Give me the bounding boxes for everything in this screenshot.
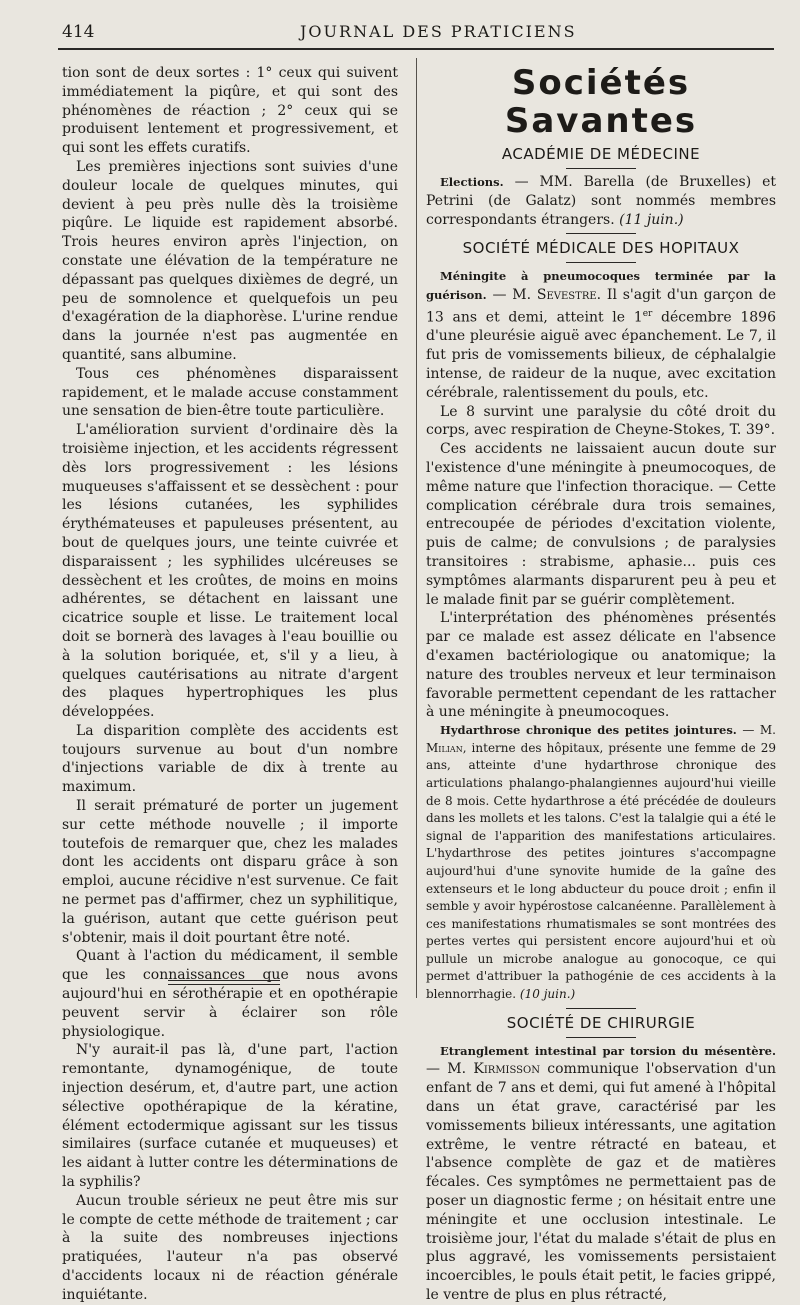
item-date: (10 juin.) <box>519 987 576 1002</box>
left-paragraph: Quant à l'action du médicament, il semble que les connaissances que nous avons aujourd'hui en sérothérapie et en opothérapie peuvent servir à éclairer son rôle physiologique. <box>62 948 398 1040</box>
item-lead: Hydarthrose chronique des petites jointures. <box>440 723 737 738</box>
hopitaux-item: Hydarthrose chronique des petites jointures. — M. Milian, interne des hôpitaux, présente une femme de 29 ans, atteinte d'une hydarthrose chronique des articulations phalango-phalangiennes aujourd'hui vieille de 8 mois. Cette hydarthrose a été précédée de douleurs dans les mollets et les talons. C'est la talalgie qui a été le signal de l'apparition des manifestations articulaires. L'hydarthrose des petites jointures s'accompagne aujourd'hui d'une synovite humide de la gaîne des extenseurs et le long abducteur du pouce droit ; enfin il semble y avoir hypérostose calcanéenne. Parallèlement à ces manifestations rhumatismales se sont montrées des pertes vertes qui persistent encore aujourd'hui et où pullule un microbe analogue au gonocoque, ce qui permet d'attribuer la pathogénie de ces accidents à la blennorrhagie. (10 juin.) <box>426 723 776 1002</box>
item-date: (11 juin.) <box>619 211 684 228</box>
hopitaux-item: Méningite à pneumocoques terminée par la guérison. — M. Sevestre. Il s'agit d'un garçon de 13 ans et demi, atteint le 1er décembre 1896 d'une pleurésie aiguë avec épanchement. Le 7, il fut pris de vomissements bilieux, de céphalalgie intense, de raideur de la nuque, avec excitation cérébrale, ralentissement du pouls, etc. <box>426 269 776 401</box>
section-banner: Sociétés Savantes <box>504 63 698 141</box>
left-paragraph: Aucun trouble sérieux ne peut être mis sur le compte de cette méthode de traitement ; car à la suite des nombreuses injections pratiquées, l'auteur n'a pas observé d'accidents locaux ni de réaction générale inquiétante. <box>62 1192 398 1303</box>
left-paragraph: La disparition complète des accidents est toujours survenue au bout d'un nombre d'injections variable de dix à trente au maximum. <box>62 722 398 796</box>
academie-heading: ACADÉMIE DE MÉDECINE <box>501 145 701 163</box>
heading-rule <box>566 1037 636 1038</box>
item-lead: Méningite à pneumocoques terminée par la guérison. <box>426 269 776 303</box>
page-header <box>0 0 800 50</box>
left-paragraph: N'y aurait-il pas là, d'une part, l'action remontante, dynamogénique, de toute injection desérum, et, d'autre part, une action sélective opothérapique de la kératine, élément ectodermique agissant sur les tissus similaires (surface cutanée et muqueuses) et les aidant à lutter contre les déterminations de la syphilis? <box>62 1042 398 1191</box>
heading-rule <box>566 262 636 263</box>
left-paragraph: Il serait prématuré de porter un jugement sur cette méthode nouvelle ; il importe toutefois de remarquer que, chez les malades dont les accidents ont disparu grâce à son emploi, aucune récidive n'est survenue. Ce fait ne permet pas d'affirmer, chez un syphilitique, la guérison, autant que cette guérison peut s'obtenir, mais il doit pourtant être noté. <box>62 798 398 946</box>
chirurgie-heading: SOCIÉTÉ DE CHIRURGIE <box>506 1013 696 1032</box>
left-paragraph: Les premières injections sont suivies d'une douleur locale de quelques minutes, qui devient à peu près nulle dès la troisième piqûre. Le liquide est rapidement absorbé. Trois heures environ après l'injection, on constate une élévation de la température ne dépassant pas quelques dixièmes de degré, un peu de somnolence et quelquefois un peu d'exagération de la diaphorèse. L'urine rendue dans la journée n'est pas augmentée en quantité, sans albumine. <box>62 158 398 363</box>
section-rule <box>566 1008 636 1009</box>
right-column <box>426 64 776 1305</box>
hopitaux-paragraph: Ces accidents ne laissaient aucun doute sur l'existence d'une méningite à pneumocoques, de même nature que l'infection thoracique. — Cette complication cérébrale dura trois semaines, entrecoupée de périodes d'excitation violente, puis de calme; de convulsions ; de paralysies transitoires : strabisme, aphasie... puis ces symptômes alarmants disparurent peu à peu et le malade finit par se guérir complètement. <box>426 441 776 608</box>
hopitaux-paragraph: L'interprétation des phénomènes présentés par ce malade est assez délicate en l'absence d'examen bactériologique ou anatomique; la nature des troubles nerveux et leur terminaison favorable permettent cependant de les rattacher à une méningite à pneumocoques. <box>426 610 776 721</box>
item-lead: Etranglement intestinal par torsion du mésentère. <box>440 1043 776 1058</box>
article-end-rule <box>168 980 280 985</box>
left-paragraph: L'amélioration survient d'ordinaire dès la troisième injection, et les accidents régressent dès lors progressivement : les lésions muqueuses s'affaissent et se dessèchent : pour les lésions cutanées, les syphilides érythémateuses et papuleuses présentent, au bout de quelques jours, une teinte cuivrée et disparaissent ; les syphilides ulcéreuses se dessèchent et les croûtes, de moins en moins adhérentes, se détachent en laissant une cicatrice souple et lisse. Le traitement local doit se bornerà des lavages à l'eau bouillie ou à la solution boriquée, et, s'il y a lieu, à quelques cautérisations au nitrate d'argent des plaques hypertrophiques les plus développées. <box>62 422 398 721</box>
item-lead: Elections. <box>440 175 504 189</box>
chirurgie-item: Etranglement intestinal par torsion du mésentère. — M. Kirmisson communique l'observation d'un enfant de 7 ans et demi, qui fut amené à l'hôpital dans un état grave, caractérisé par les vomissements bilieux intéressants, une agitation extrême, le ventre rétracté en bateau, et l'absence complète de gaz et de matières fécales. Ces symptômes ne permettaient pas de poser un diagnostic ferme ; on hésitait entre une méningite et une occlusion intestinale. Le troisième jour, l'état du malade s'était de plus en plus aggravé, les vomissements persistaient incoercibles, le pouls était petit, le facies grippé, le ventre de plus en plus rétracté, <box>426 1043 776 1304</box>
academie-item: Elections. — MM. Barella (de Bruxelles) et Petrini (de Galatz) sont nommés membres correspondants étrangers. (11 juin.) <box>426 174 776 228</box>
header-rule <box>58 48 774 50</box>
author-name: Sevestre <box>536 287 597 304</box>
author-name: Milian <box>426 740 463 755</box>
hopitaux-heading: SOCIÉTÉ MÉDICALE DES HOPITAUX <box>462 239 740 258</box>
page-number: 414 <box>62 22 95 42</box>
heading-rule <box>566 168 636 169</box>
section-rule <box>566 233 636 234</box>
hopitaux-paragraph: Le 8 survint une paralysie du côté droit du corps, avec respiration de Cheyne-Stokes, T. 39°. <box>426 403 776 439</box>
left-column <box>62 64 398 1305</box>
author-name: Kirmisson <box>473 1061 540 1078</box>
left-paragraph: Tous ces phénomènes disparaissent rapidement, et le malade accuse constamment une sensation de bien-être toute particulière. <box>62 365 398 420</box>
journal-title: JOURNAL DES PRATICIENS <box>300 22 577 41</box>
left-paragraph: tion sont de deux sortes : 1° ceux qui suivent immédiatement la piqûre, et qui sont des phénomènes de réaction ; 2° ceux qui se produisent lentement et progressivement, et qui sont les effets curatifs. <box>62 65 398 157</box>
column-divider <box>416 58 417 998</box>
